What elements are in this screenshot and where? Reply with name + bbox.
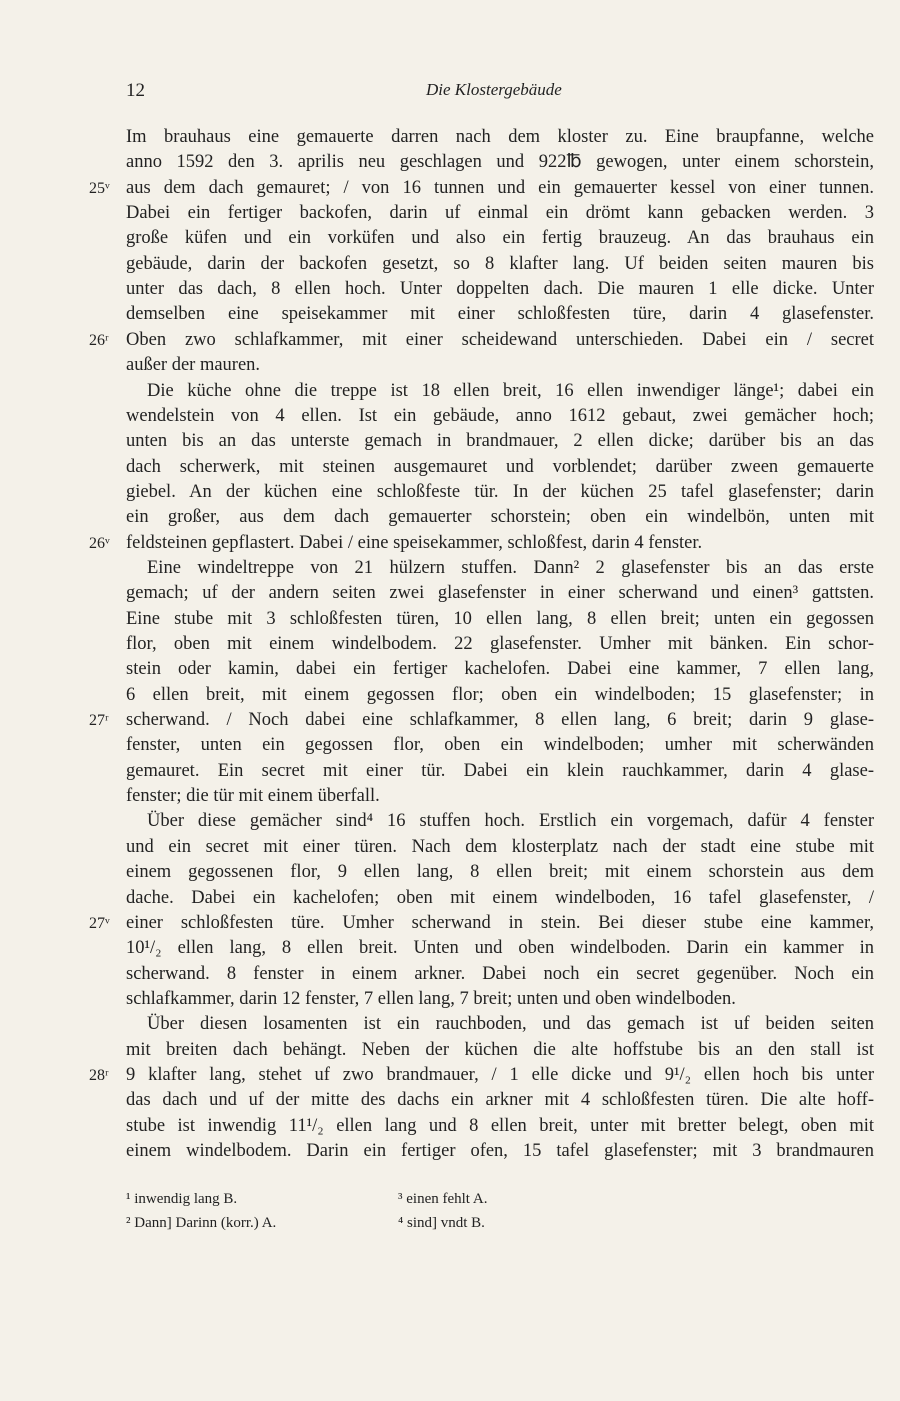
folio-marker: 27ᵛ [89, 914, 110, 932]
text-line: Dabei ein fertiger backofen, darin uf einmal ein drömt kann gebacken werden. 3 [126, 203, 874, 224]
footnote-1: ¹ inwendig lang B. [126, 1191, 238, 1207]
text-line: und ein secret mit einer türen. Nach dem klosterplatz nach der stadt eine stube mit [126, 836, 874, 857]
text-line: aus dem dach gemauret; / von 16 tunnen und ein gemauerter kessel von einer tunnen. [126, 177, 874, 198]
text-line: stein oder kamin, dabei ein fertiger kachelofen. Dabei eine kammer, 7 ellen lang, [126, 659, 874, 680]
text-line: unten bis an das unterste gemach in brandmauer, 2 ellen dicke; darüber bis an das [126, 431, 874, 452]
text-line: 10¹/₂ ellen lang, 8 ellen breit. Unten und oben windelboden. Darin ein kammer in [126, 938, 874, 959]
text-line: gemauret. Ein secret mit einer tür. Dabei ein klein rauchkammer, darin 4 glase- [126, 760, 874, 781]
text-line: fenster; die tür mit einem überfall. [126, 786, 380, 807]
footnote-4: ⁴ sind] vndt B. [398, 1215, 485, 1231]
text-line: gebäude, darin der backofen gesetzt, so 8 klafter lang. Uf beiden seiten mauren bis [126, 253, 874, 274]
folio-marker: 26ᵛ [89, 534, 110, 552]
text-line: einer schloßfesten türe. Umher scherwand in stein. Bei dieser stube eine kammer, [126, 912, 874, 933]
text-line: feldsteinen gepflastert. Dabei / eine speisekammer, schloßfest, darin 4 fenster. [126, 532, 703, 553]
text-line: demselben eine speisekammer mit einer schloßfesten türe, darin 4 glasefenster. [126, 304, 874, 325]
page-number: 12 [126, 80, 145, 101]
text-line: scherwand. / Noch dabei eine schlafkammer, 8 ellen lang, 6 breit; darin 9 glase- [126, 710, 874, 731]
footnote-3: ³ einen fehlt A. [398, 1191, 488, 1207]
folio-marker: 25ᵛ [89, 179, 110, 197]
text-line: flor, oben mit einem windelbodem. 22 glasefenster. Umher mit bänken. Ein schor- [126, 634, 874, 654]
text-line: wendelstein von 4 ellen. Ist ein gebäude, anno 1612 gebaut, zwei gemächer hoch; [126, 405, 874, 426]
text-line: schlafkammer, darin 12 fenster, 7 ellen lang, 7 breit; unten und oben windelboden. [126, 988, 736, 1009]
text-line: giebel. An der küchen eine schloßfeste tür. In der küchen 25 tafel glasefenster; darin [126, 481, 874, 502]
text-line: Eine windeltreppe von 21 hülzern stuffen. Dann² 2 glasefenster bis an das erste [147, 557, 874, 578]
text-line: Die küche ohne die treppe ist 18 ellen breit, 16 ellen inwendiger länge¹; dabei ein [147, 380, 874, 401]
text-line: 9 klafter lang, stehet uf zwo brandmauer, / 1 elle dicke und 9¹/₂ ellen hoch bis unter [126, 1064, 874, 1085]
folio-marker: 27ʳ [89, 712, 109, 730]
text-line: fenster, unten ein gegossen flor, oben ein windelboden; umher mit scherwänden [126, 735, 874, 756]
text-line: dach scherwerk, mit steinen ausgemauret und vorblendet; darüber zween gemauerte [126, 456, 874, 477]
text-line: ein großer, aus dem dach gemauerter schorstein; oben ein windelbön, unten mit [126, 507, 874, 528]
text-line: stube ist inwendig 11¹/₂ ellen lang und 8 ellen breit, unter mit bretter belegt, oben mit [126, 1115, 874, 1136]
text-line: große küfen und ein vorküfen und also ein fertig brauzeug. An das brauhaus ein [126, 228, 874, 249]
text-line: einem windelbodem. Darin ein fertiger ofen, 15 tafel glasefenster; mit 3 brandmauren [126, 1141, 874, 1161]
folio-marker: 28ʳ [89, 1066, 109, 1084]
running-title: Die Klostergebäude [426, 80, 562, 99]
text-line: das dach und uf der mitte des dachs ein arkner mit 4 schloßfesten türen. Die alte hoff- [126, 1090, 874, 1111]
text-line: unter das dach, 8 ellen hoch. Unter doppelten dach. Die mauren 1 elle dicke. Unter [126, 279, 874, 300]
text-line: einem gegossenen flor, 9 ellen lang, 8 ellen breit; mit einem schorstein aus dem [126, 862, 874, 883]
text-line: dache. Dabei ein kachelofen; oben mit einem windelboden, 16 tafel glasefenster, / [126, 887, 874, 908]
text-line: anno 1592 den 3. aprilis neu geschlagen und 922℔ gewogen, unter einem schorstein, [126, 152, 874, 173]
text-line: Im brauhaus eine gemauerte darren nach dem kloster zu. Eine braupfanne, welche [126, 127, 874, 147]
text-line: Über diese gemächer sind⁴ 16 stuffen hoch. Erstlich ein vorgemach, dafür 4 fenster [147, 811, 874, 832]
text-line: Über diesen losamenten ist ein rauchboden, und das gemach ist uf beiden seiten [147, 1014, 874, 1035]
text-line: außer der mauren. [126, 355, 261, 376]
page-header [126, 80, 874, 104]
text-line: scherwand. 8 fenster in einem arkner. Dabei noch ein secret gegenüber. Noch ein [126, 963, 874, 984]
text-line: Eine stube mit 3 schloßfesten türen, 10 ellen lang, 8 ellen breit; unten ein gegossen [126, 608, 874, 629]
text-line: 6 ellen breit, mit einem gegossen flor; oben ein windelboden; 15 glasefenster; in [126, 684, 874, 705]
text-line: Oben zwo schlafkammer, mit einer scheidewand unterschieden. Dabei ein / secret [126, 329, 874, 350]
folio-marker: 26ʳ [89, 331, 109, 349]
text-line: mit breiten dach behängt. Neben der küchen die alte hoffstube bis an den stall ist [126, 1039, 874, 1060]
footnote-2: ² Dann] Darinn (korr.) A. [126, 1215, 277, 1231]
text-line: gemach; uf der andern seiten zwei glasefenster in einer scherwand und einen³ gattsten. [126, 583, 874, 604]
